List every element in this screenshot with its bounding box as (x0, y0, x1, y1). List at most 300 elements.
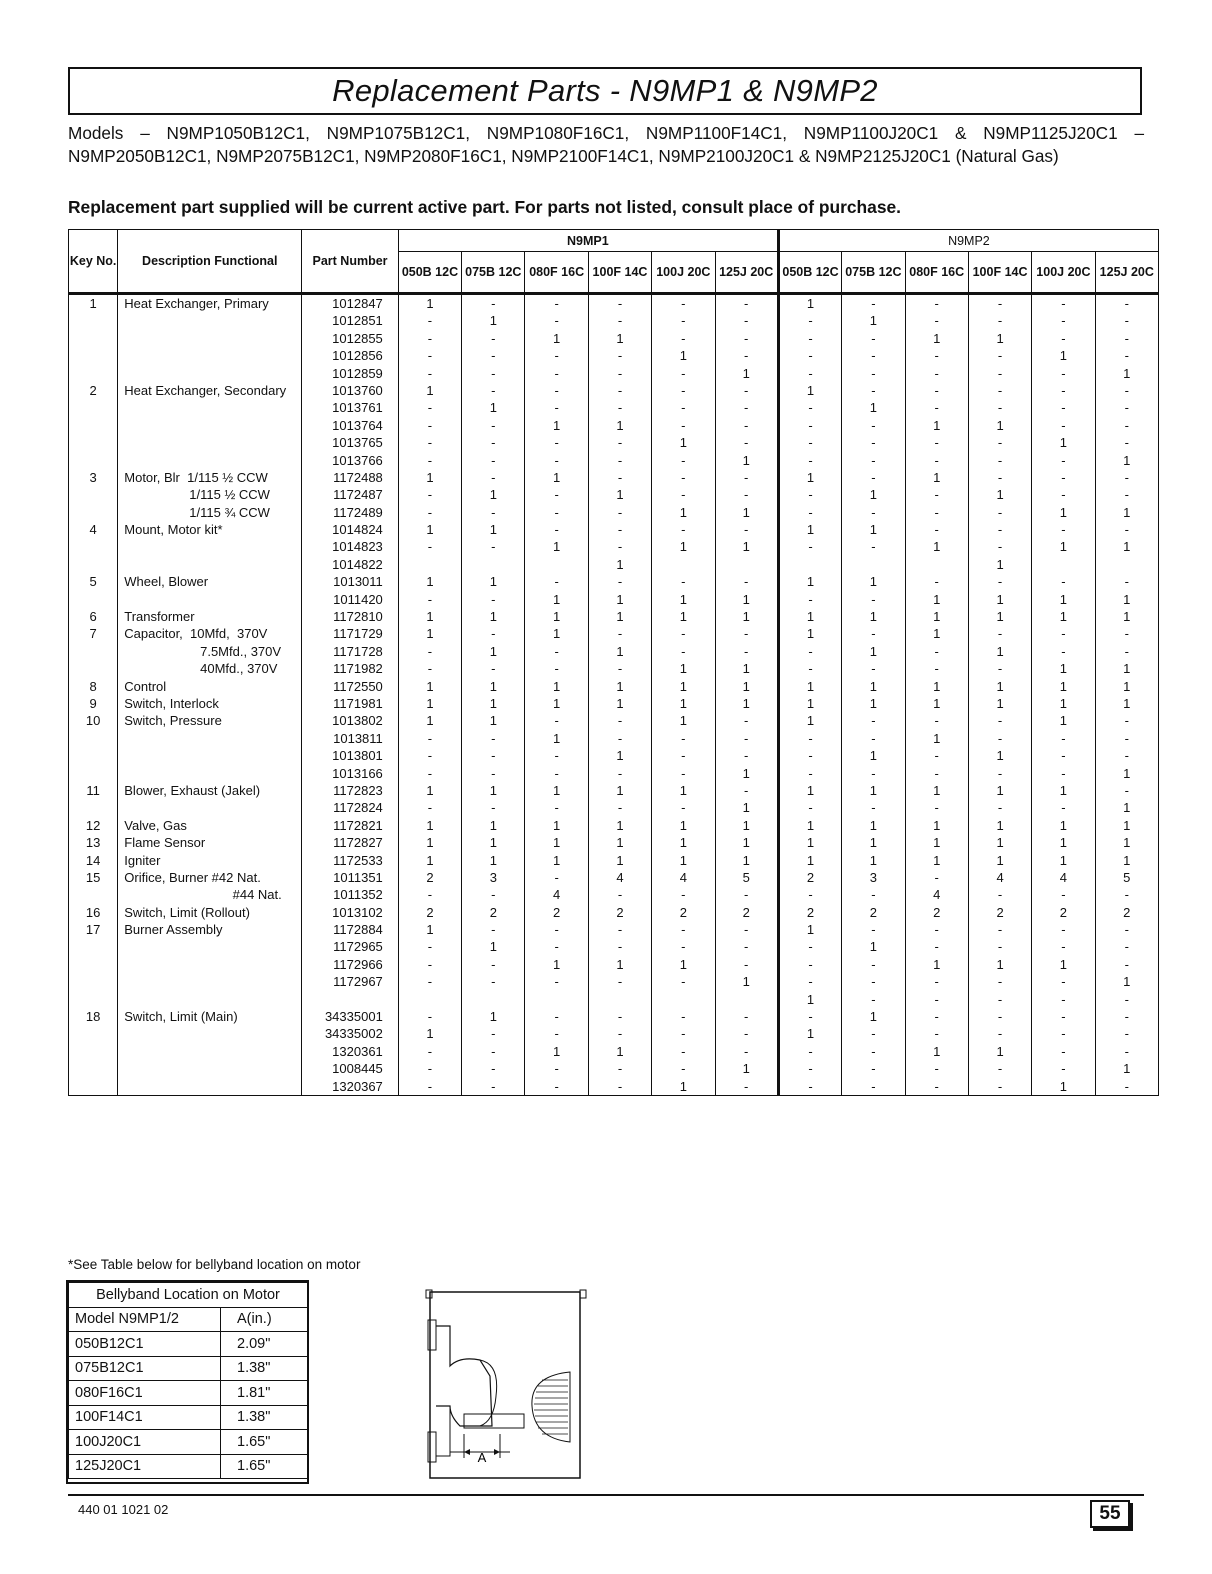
table-row (69, 904, 1159, 921)
quantity-cell: - - - - 1 (1032, 1008, 1095, 1095)
quantity-cell: - - 1 - - (905, 294, 968, 382)
header-model: 125J 20C (1095, 252, 1158, 294)
key-number: 1 (69, 294, 118, 382)
quantity-cell: 1 - (842, 782, 905, 817)
key-number: 4 (69, 521, 118, 573)
quantity-cell: 1 - (778, 521, 841, 573)
part-description: Wheel, Blower (118, 573, 302, 608)
header-model: 100J 20C (652, 252, 715, 294)
key-number: 5 (69, 573, 118, 608)
quantity-cell: 1 (462, 608, 525, 625)
part-description: Switch, Interlock (118, 695, 302, 712)
bellyband-a-value: 1.65" (221, 1454, 308, 1479)
part-number: 1172550 (302, 678, 399, 695)
quantity-cell: 1 - (588, 782, 651, 817)
part-description: Heat Exchanger, Secondary (118, 382, 302, 469)
quantity-cell: 2 (462, 904, 525, 921)
quantity-cell: 1 (968, 852, 1031, 869)
quantity-cell: - - - 1 (715, 921, 778, 1008)
quantity-cell: - - 1 - - (905, 382, 968, 469)
page-title: Replacement Parts - N9MP1 & N9MP2 (68, 67, 1142, 115)
quantity-cell: 1 (462, 695, 525, 712)
quantity-cell: - 1 (588, 573, 651, 608)
header-description: Description Functional (118, 230, 302, 294)
table-row (69, 294, 1159, 382)
footer-rule (68, 1494, 1144, 1496)
part-description: Switch, Limit (Rollout) (118, 904, 302, 921)
table-row (69, 782, 1159, 817)
part-description: Orifice, Burner #42 Nat. #44 Nat. (118, 869, 302, 904)
quantity-cell: - - - 1 - (1032, 294, 1095, 382)
quantity-cell: 1 (588, 608, 651, 625)
quantity-cell: - 1 - (968, 469, 1031, 521)
quantity-cell: 1 (1095, 678, 1158, 695)
bellyband-row (69, 1405, 308, 1430)
quantity-cell: 1 (652, 695, 715, 712)
bellyband-a-value: 1.38" (221, 1405, 308, 1430)
header-key: Key No. (69, 230, 118, 294)
quantity-cell: 1 (715, 695, 778, 712)
table-row (69, 608, 1159, 625)
diagram-label-a: A (477, 1450, 487, 1465)
quantity-cell: - - 1 - - (588, 1008, 651, 1095)
part-description: Valve, Gas (118, 817, 302, 834)
quantity-cell: - 1 - - (905, 712, 968, 782)
quantity-cell: - 4 (525, 869, 588, 904)
quantity-cell: 1 (842, 608, 905, 625)
quantity-cell: 1 (905, 695, 968, 712)
quantity-cell: - 1 (652, 521, 715, 573)
table-row (69, 852, 1159, 869)
quantity-cell: 1 (1032, 608, 1095, 625)
quantity-cell: - - 1 - (968, 712, 1031, 782)
quantity-cell: 1 (905, 678, 968, 695)
quantity-cell: 1 (588, 852, 651, 869)
quantity-cell: - 1 (1095, 573, 1158, 608)
quantity-cell: 1 (525, 817, 588, 834)
part-number: 1172823 1172824 (302, 782, 399, 817)
quantity-cell: - 1 - - - (462, 294, 525, 382)
key-number: 2 (69, 382, 118, 469)
quantity-cell: - - - - 1 (1095, 294, 1158, 382)
quantity-cell: - - 1 (1032, 469, 1095, 521)
quantity-cell: 4 - (968, 869, 1031, 904)
quantity-cell: - 1 (968, 573, 1031, 608)
quantity-cell: 1 (398, 608, 461, 625)
quantity-cell: 1 - - - - (398, 294, 461, 382)
quantity-cell: 1 (778, 695, 841, 712)
models-list: Models – N9MP1050B12C1, N9MP1075B12C1, N9MP1080F16C1, N9MP1100F14C1, N9MP1100J20C1 & N9MP1125J20C1 – N9MP2050B12C1, N9MP2075B12C1, N9MP2080F16C1, N9MP2100F14C1, N9MP2100J20C1 & N9MP2125J20C1 (Natural Gas) (68, 123, 1144, 166)
quantity-cell: 1 (652, 608, 715, 625)
quantity-cell: 1 (842, 817, 905, 834)
table-row (69, 869, 1159, 904)
table-row (69, 1008, 1159, 1095)
quantity-cell: 1 - (1032, 782, 1095, 817)
quantity-cell: - - 1 - - (968, 1008, 1031, 1095)
part-description: Switch, Pressure (118, 712, 302, 782)
part-number: 1171981 (302, 695, 399, 712)
quantity-cell: - - 1 - (588, 712, 651, 782)
quantity-cell: - 1 - - - (842, 382, 905, 469)
quantity-cell: 1 (525, 608, 588, 625)
quantity-cell: - - - - 1 (715, 382, 778, 469)
quantity-cell: 1 (778, 608, 841, 625)
quantity-cell: 2 (525, 904, 588, 921)
part-description: Igniter (118, 852, 302, 869)
quantity-cell: 1 - - (778, 625, 841, 677)
quantity-cell: 1 - - - (778, 712, 841, 782)
key-number: 11 (69, 782, 118, 817)
quantity-cell: 1 (1095, 695, 1158, 712)
header-part-number: Part Number (302, 230, 399, 294)
part-description: Transformer (118, 608, 302, 625)
quantity-cell: - 1 (905, 573, 968, 608)
part-description: Control (118, 678, 302, 695)
quantity-cell: 1 (462, 834, 525, 851)
quantity-cell: - - 1 - - (968, 382, 1031, 469)
quantity-cell: - 1 - (968, 625, 1031, 677)
quantity-cell: 1 (778, 852, 841, 869)
quantity-cell: - - 1 (652, 469, 715, 521)
quantity-cell: 1 - (525, 782, 588, 817)
quantity-cell: 1 (398, 695, 461, 712)
quantity-cell: 2 (1032, 904, 1095, 921)
quantity-cell: - - - 1 - (715, 1008, 778, 1095)
key-number: 6 (69, 608, 118, 625)
key-number: 7 (69, 625, 118, 677)
quantity-cell: - 1 - (842, 625, 905, 677)
part-number: 1172884 1172965 1172966 1172967 (302, 921, 399, 1008)
quantity-cell: 1 (1032, 678, 1095, 695)
key-number: 15 (69, 869, 118, 904)
quantity-cell: 1 (905, 608, 968, 625)
header-model: 075B 12C (842, 252, 905, 294)
table-row (69, 678, 1159, 695)
quantity-cell: 1 (715, 852, 778, 869)
quantity-cell: 1 (842, 695, 905, 712)
quantity-cell: 2 (778, 904, 841, 921)
quantity-cell: 1 - - - - (778, 294, 841, 382)
quantity-cell: - 1 (525, 573, 588, 608)
quantity-cell: 1 (1095, 817, 1158, 834)
quantity-cell: 3 - (462, 869, 525, 904)
part-number: 1172821 (302, 817, 399, 834)
bellyband-model: 100F14C1 (69, 1405, 221, 1430)
quantity-cell: - 1 (652, 573, 715, 608)
quantity-cell: 1 (588, 834, 651, 851)
quantity-cell: 1 (715, 678, 778, 695)
quantity-cell: - 1 - (462, 625, 525, 677)
quantity-cell: 1 - (968, 782, 1031, 817)
quantity-cell: 4 - (652, 869, 715, 904)
table-row (69, 695, 1159, 712)
key-number: 12 (69, 817, 118, 834)
table-row (69, 625, 1159, 677)
quantity-cell: - 1 - - - (842, 921, 905, 1008)
quantity-cell: - - 1 - - (588, 382, 651, 469)
quantity-cell: 1 (778, 834, 841, 851)
bellyband-a-value: 1.65" (221, 1430, 308, 1455)
key-number: 13 (69, 834, 118, 851)
quantity-cell: - 1 (1095, 521, 1158, 573)
quantity-cell: - 1 (715, 573, 778, 608)
part-number: 1172533 (302, 852, 399, 869)
header-group-n9mp1: N9MP1 (398, 230, 778, 252)
page-number: 55 (1090, 1500, 1130, 1528)
quantity-cell: 1 (588, 817, 651, 834)
quantity-cell: - 1 - - - (778, 1008, 841, 1095)
footnote: *See Table below for bellyband location on motor (68, 1257, 361, 1272)
quantity-cell: - - - - 1 (652, 1008, 715, 1095)
header-model: 080F 16C (525, 252, 588, 294)
quantity-cell: - - 1 - - (588, 294, 651, 382)
part-number: 34335001 34335002 1320361 1008445 1320367 (302, 1008, 399, 1095)
part-number: 1172810 (302, 608, 399, 625)
key-number: 3 (69, 469, 118, 521)
table-row (69, 521, 1159, 573)
table-row (69, 834, 1159, 851)
header-model: 100F 14C (968, 252, 1031, 294)
quantity-cell: 1 (462, 817, 525, 834)
quantity-cell: - - - - 1 (715, 294, 778, 382)
document-number: 440 01 1021 02 (78, 1502, 169, 1517)
quantity-cell: 1 (1032, 834, 1095, 851)
quantity-cell: - - 1 - - (1032, 921, 1095, 1008)
quantity-cell: 1 - - - - (462, 1008, 525, 1095)
quantity-cell: - - - 1 - (652, 294, 715, 382)
quantity-cell: 1 - - - 1 (778, 921, 841, 1008)
quantity-cell: - 1 - (588, 469, 651, 521)
quantity-cell: 1 - - (905, 469, 968, 521)
bellyband-a-value: 1.38" (221, 1356, 308, 1381)
notice-text: Replacement part supplied will be current active part. For parts not listed, consult place of purchase. (68, 197, 902, 217)
header-model: 075B 12C (462, 252, 525, 294)
quantity-cell: 1 (652, 817, 715, 834)
quantity-cell: - 1 (715, 782, 778, 817)
quantity-cell: 1 - (462, 573, 525, 608)
part-number: 1013802 1013811 1013801 1013166 (302, 712, 399, 782)
quantity-cell: 1 (842, 852, 905, 869)
quantity-cell: - - - 1 - (652, 382, 715, 469)
header-group-n9mp2: N9MP2 (778, 230, 1158, 252)
part-description: Motor, Blr 1/115 ½ CCW 1/115 ½ CCW 1/115 ¾ CCW (118, 469, 302, 521)
quantity-cell: 1 - - (398, 625, 461, 677)
quantity-cell: 1 (398, 852, 461, 869)
quantity-cell: 1 (715, 834, 778, 851)
quantity-cell: 1 - - - (1032, 712, 1095, 782)
quantity-cell: - 1 (1095, 782, 1158, 817)
part-number: 1172488 1172487 1172489 (302, 469, 399, 521)
quantity-cell: - - - - 1 (1095, 382, 1158, 469)
quantity-cell: 1 - - - (652, 712, 715, 782)
quantity-cell: 2 (905, 904, 968, 921)
quantity-cell: 1 - - - - (398, 382, 461, 469)
quantity-cell: 1 (652, 678, 715, 695)
quantity-cell: 1 (968, 608, 1031, 625)
quantity-cell: 1 - - (525, 625, 588, 677)
quantity-cell: 2 (652, 904, 715, 921)
quantity-cell: 1 (525, 678, 588, 695)
quantity-cell: 1 - (398, 521, 461, 573)
quantity-cell: 1 - (842, 521, 905, 573)
quantity-cell: 1 - (652, 782, 715, 817)
quantity-cell: 1 (968, 678, 1031, 695)
quantity-cell: 1 - - - - (842, 1008, 905, 1095)
quantity-cell: - 1 - (842, 469, 905, 521)
quantity-cell: - - - 1 - (1095, 1008, 1158, 1095)
quantity-cell: 1 (462, 852, 525, 869)
key-number: 14 (69, 852, 118, 869)
quantity-cell: 1 (588, 695, 651, 712)
quantity-cell: 2 - (778, 869, 841, 904)
header-model: 050B 12C (778, 252, 841, 294)
quantity-cell: 1 - (778, 573, 841, 608)
bellyband-row (69, 1332, 308, 1357)
quantity-cell: - - 1 (968, 521, 1031, 573)
quantity-cell: 1 (398, 817, 461, 834)
quantity-cell: 1 (525, 834, 588, 851)
quantity-cell: - - 1 - - (525, 1008, 588, 1095)
quantity-cell: - 1 - - (525, 712, 588, 782)
key-number: 10 (69, 712, 118, 782)
quantity-cell: - - 1 (1095, 625, 1158, 677)
part-number: 1014824 1014823 1014822 (302, 521, 399, 573)
quantity-cell: 1 - (462, 782, 525, 817)
quantity-cell: 1 (778, 678, 841, 695)
quantity-cell: 1 (1032, 852, 1095, 869)
quantity-cell: - - 1 (1032, 625, 1095, 677)
quantity-cell: 1 (778, 817, 841, 834)
quantity-cell: - - 1 (588, 521, 651, 573)
quantity-cell: 1 - (398, 782, 461, 817)
quantity-cell: 1 - - (398, 469, 461, 521)
part-description: Capacitor, 10Mfd, 370V 7.5Mfd., 370V 40Mfd., 370V (118, 625, 302, 677)
bellyband-a-value: 2.09" (221, 1332, 308, 1357)
quantity-cell: 5 - (715, 869, 778, 904)
quantity-cell: 4 - (1032, 869, 1095, 904)
quantity-cell: 1 (462, 678, 525, 695)
quantity-cell: - 1 (1032, 573, 1095, 608)
header-model: 050B 12C (398, 252, 461, 294)
quantity-cell: 1 (968, 817, 1031, 834)
quantity-cell: - - - 1 - (1032, 382, 1095, 469)
bellyband-row (69, 1454, 308, 1479)
quantity-cell: 1 (588, 678, 651, 695)
bellyband-title: Bellyband Location on Motor (69, 1283, 308, 1308)
quantity-cell: 1 (1032, 695, 1095, 712)
quantity-cell: - 1 (1032, 521, 1095, 573)
quantity-cell: - - 1 (652, 625, 715, 677)
table-row (69, 817, 1159, 834)
table-row (69, 382, 1159, 469)
quantity-cell: 1 (968, 695, 1031, 712)
quantity-cell: 1 (525, 695, 588, 712)
quantity-cell: - 1 - - - (398, 1008, 461, 1095)
quantity-cell: - - - 1 (715, 712, 778, 782)
quantity-cell: 1 (842, 678, 905, 695)
bellyband-model: 125J20C1 (69, 1454, 221, 1479)
quantity-cell: 1 (842, 834, 905, 851)
quantity-cell: - - 1 - - (968, 921, 1031, 1008)
bellyband-model: 080F16C1 (69, 1381, 221, 1406)
bellyband-col-model: Model N9MP1/2 (69, 1307, 221, 1332)
quantity-cell: 1 (968, 834, 1031, 851)
quantity-cell: - - - 1 - (1095, 921, 1158, 1008)
quantity-cell: 1 - (398, 573, 461, 608)
quantity-cell: 1 - (462, 521, 525, 573)
quantity-cell: 1 - - - (398, 921, 461, 1008)
part-description: Burner Assembly (118, 921, 302, 1008)
quantity-cell: 1 (1032, 817, 1095, 834)
quantity-cell: - 1 - (588, 625, 651, 677)
part-description: Heat Exchanger, Primary (118, 294, 302, 382)
part-description: Mount, Motor kit* (118, 521, 302, 573)
bellyband-table (68, 1282, 308, 1479)
quantity-cell: 1 (1095, 834, 1158, 851)
quantity-cell: 1 (525, 852, 588, 869)
quantity-cell: 1 (715, 817, 778, 834)
quantity-cell: 1 (398, 834, 461, 851)
quantity-cell: 2 (588, 904, 651, 921)
quantity-cell: - - 1 - (842, 712, 905, 782)
bellyband-col-a: A(in.) (221, 1307, 308, 1332)
quantity-cell: 2 (398, 904, 461, 921)
bellyband-row (69, 1430, 308, 1455)
quantity-cell: 1 (1095, 608, 1158, 625)
quantity-cell: - - 1 - - (525, 382, 588, 469)
key-number: 18 (69, 1008, 118, 1095)
quantity-cell: - 1 (715, 521, 778, 573)
quantity-cell: 1 (398, 678, 461, 695)
part-number: 1171729 1171728 1171982 (302, 625, 399, 677)
quantity-cell: 2 - (398, 869, 461, 904)
quantity-cell: - - 1 - (588, 921, 651, 1008)
part-description: Switch, Limit (Main) (118, 1008, 302, 1095)
quantity-cell: 2 (1095, 904, 1158, 921)
quantity-cell: 1 - - - (462, 712, 525, 782)
table-row (69, 921, 1159, 1008)
quantity-cell: 1 - (842, 573, 905, 608)
part-number: 1013011 1011420 (302, 573, 399, 608)
quantity-cell: 1 - - (905, 625, 968, 677)
quantity-cell: 1 - (778, 782, 841, 817)
quantity-cell: - - 1 - (652, 921, 715, 1008)
quantity-cell: - - - 1 (1095, 712, 1158, 782)
bellyband-row (69, 1356, 308, 1381)
quantity-cell: 3 - (842, 869, 905, 904)
quantity-cell: - 1 - - (462, 921, 525, 1008)
part-number: 1013102 (302, 904, 399, 921)
part-number: 1012847 1012851 1012855 1012856 1012859 (302, 294, 399, 382)
quantity-cell: - 1 - - - (462, 382, 525, 469)
quantity-cell: 1 - - (525, 469, 588, 521)
part-description: Blower, Exhaust (Jakel) (118, 782, 302, 817)
header-model: 100F 14C (588, 252, 651, 294)
quantity-cell: - - 1 (1095, 469, 1158, 521)
quantity-cell: 2 (842, 904, 905, 921)
quantity-cell: 1 (905, 817, 968, 834)
quantity-cell: 1 - - - - (778, 382, 841, 469)
quantity-cell: 1 (905, 834, 968, 851)
quantity-cell: 1 - - (778, 469, 841, 521)
quantity-cell: 2 (715, 904, 778, 921)
quantity-cell: 2 (968, 904, 1031, 921)
quantity-cell: 1 (652, 834, 715, 851)
quantity-cell: - - 1 - - (968, 294, 1031, 382)
key-number: 9 (69, 695, 118, 712)
header-model: 080F 16C (905, 252, 968, 294)
key-number: 16 (69, 904, 118, 921)
